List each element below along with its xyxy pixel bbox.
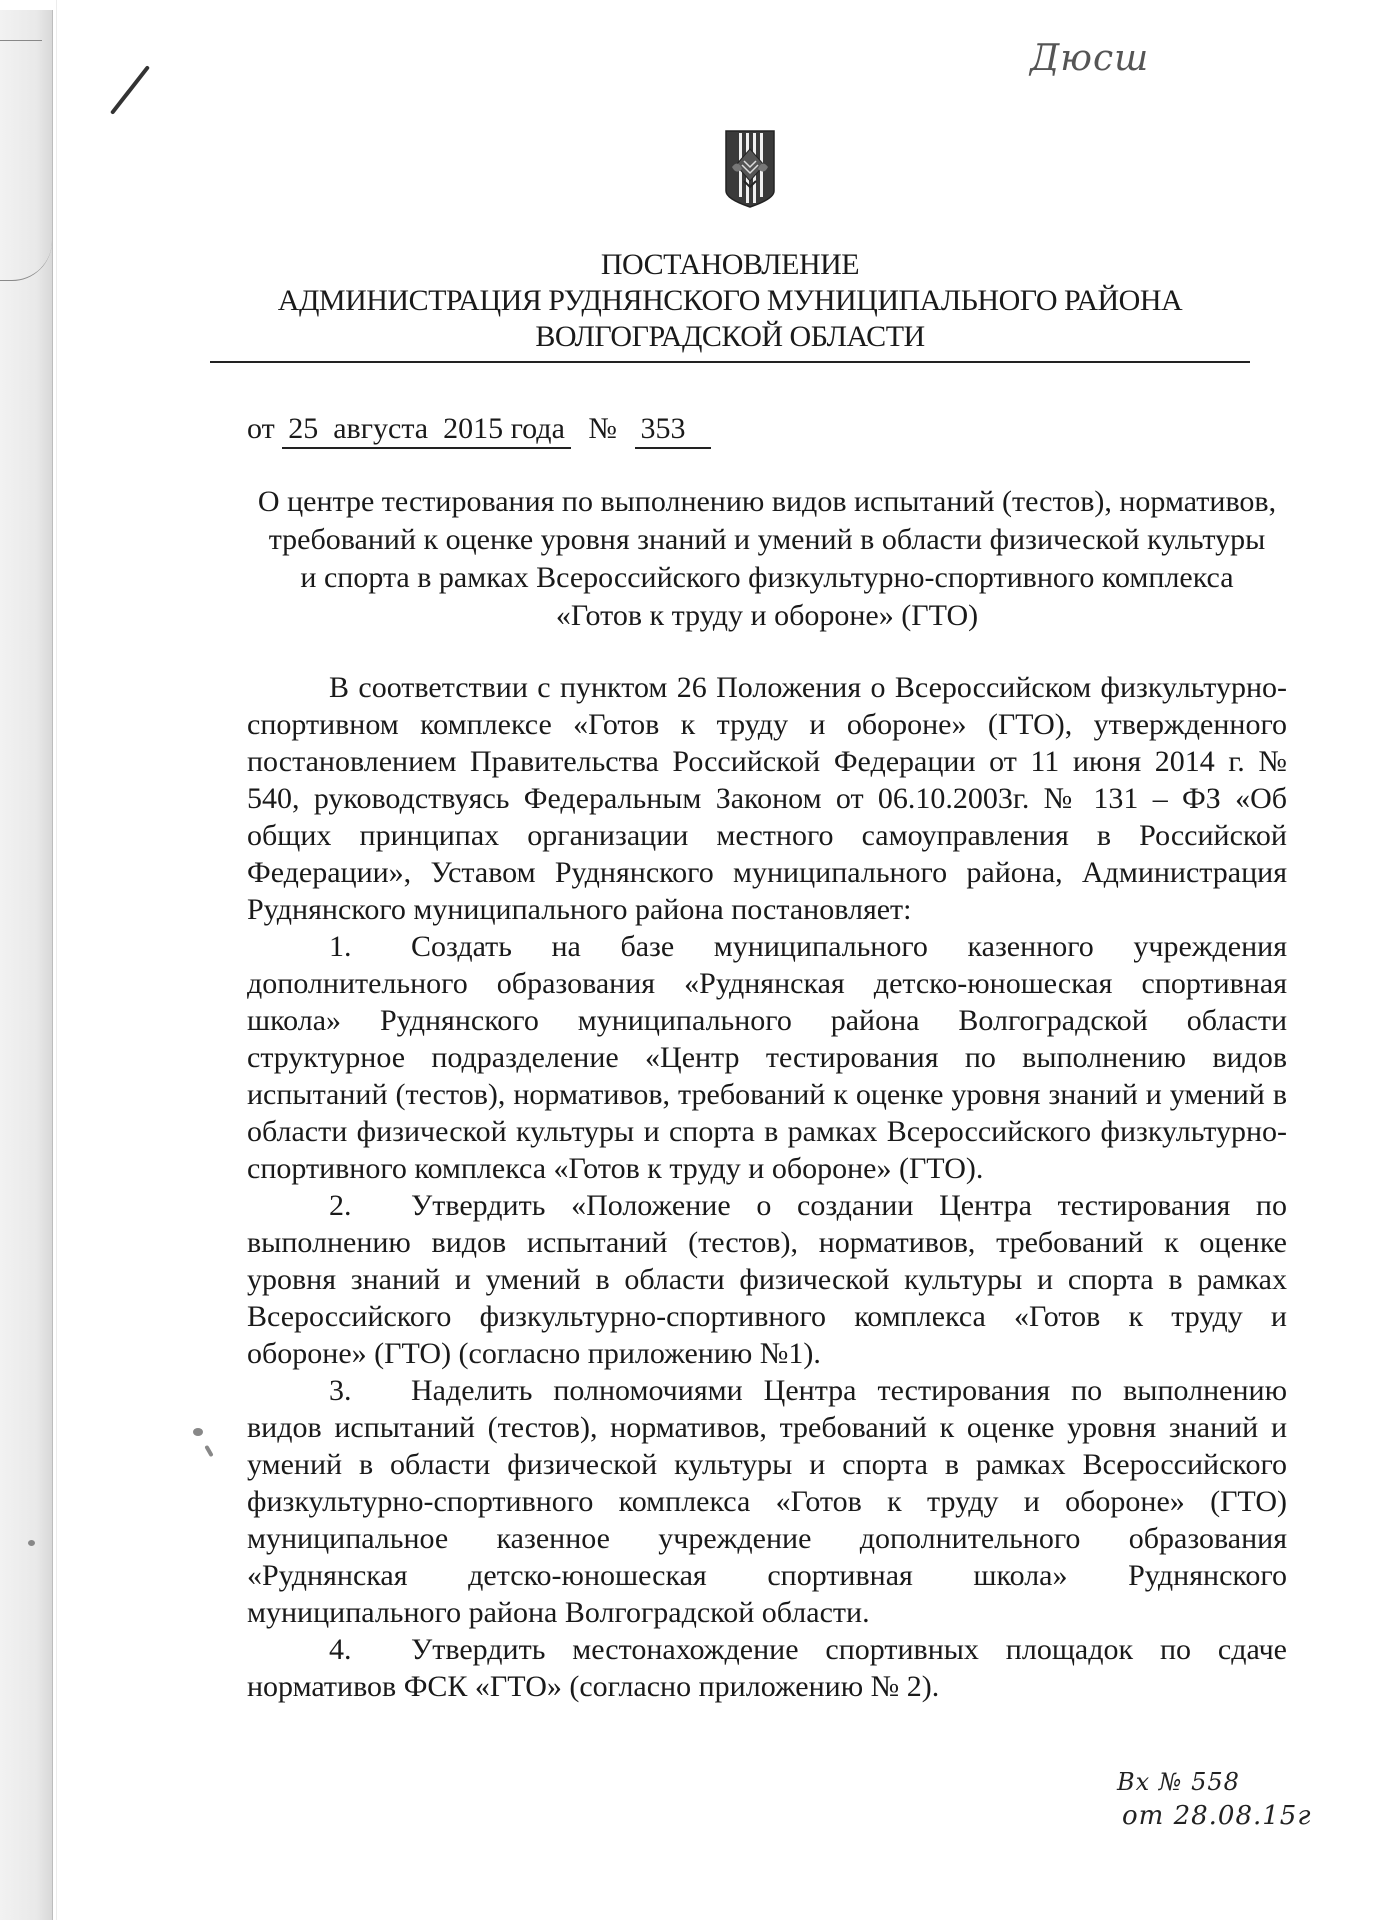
gutter-line bbox=[56, 0, 57, 1920]
coat-of-arms-emblem bbox=[724, 129, 776, 209]
scan-speck bbox=[204, 1445, 213, 1457]
item-text: Создать на базе муниципального казенного учреждения дополнительного образования «Руднянская детско-юношеская спортивная школа» Руднянского муниципального района Волгоградской области структурное подразделение «Центр тестирования по выполнению видов испытаний (тестов), нормативов, требований к оценке уровня знаний и умений в области физической культуры и спорта в рамках Всероссийского физкультурно-спортивного комплекса «Готов к труду и обороне» (ГТО). bbox=[247, 930, 1287, 1185]
list-item bbox=[247, 1187, 1287, 1372]
number-label: № bbox=[588, 412, 618, 445]
document-number: 353 bbox=[635, 411, 711, 449]
handwritten-incoming-date: от 28.08.15г bbox=[1122, 1801, 1312, 1831]
issuing-authority: АДМИНИСТРАЦИЯ РУДНЯНСКОГО МУНИЦИПАЛЬНОГО РАЙОНА bbox=[277, 284, 1183, 317]
document-body bbox=[247, 669, 1287, 1705]
document-header bbox=[200, 247, 1260, 363]
preamble-paragraph: В соответствии с пунктом 26 Положения о Всероссийском физкультурно-спортивном комплексе «Готов к труду и обороне» (ГТО), утвержденного постановлением Правительства Российской Федерации от 11 июня 2014 г. № 540, руководствуясь Федеральным Законом от 06.10.2003г. № 131 – ФЗ «Об общих принципах организации местного самоуправления в Российской Федерации», Уставом Руднянского муниципального района, Администрация Руднянского муниципального района постановляет: bbox=[247, 671, 1287, 926]
scanner-edge bbox=[0, 10, 53, 1920]
document-title: О центре тестирования по выполнению видов испытаний (тестов), нормативов, требований к оценке уровня знаний и умений в области физической культуры и спорта в рамках Всероссийского физкультурно-спортивного комплекса «Готов к труду и обороне» (ГТО) bbox=[257, 485, 1277, 632]
document-type: ПОСТАНОВЛЕНИЕ bbox=[600, 248, 860, 281]
header-rule bbox=[210, 361, 1250, 363]
item-number: 4. bbox=[329, 1633, 352, 1666]
page-curl-line bbox=[0, 40, 42, 41]
document-date: 25 августа 2015 года bbox=[282, 411, 571, 449]
handwritten-incoming-number: Вх № 558 bbox=[1117, 1768, 1240, 1796]
item-text: Утвердить местонахождение спортивных площадок по сдаче нормативов ФСК «ГТО» (согласно приложению № 2). bbox=[247, 1633, 1287, 1703]
item-text: Наделить полномочиями Центра тестирования по выполнению видов испытаний (тестов), нормативов, требований к оценке уровня знаний и умений в области физической культуры и спорта в рамках Всероссийского физкультурно-спортивного комплекса «Готов к труду и обороне» (ГТО) муниципальное казенное учреждение дополнительного образования «Руднянская детско-юношеская спортивная школа» Руднянского муниципального района Волгоградской области. bbox=[247, 1374, 1287, 1629]
handwritten-registration bbox=[1117, 1765, 1312, 1853]
item-number: 3. bbox=[329, 1374, 352, 1407]
date-number-line bbox=[247, 411, 1287, 449]
scan-speck bbox=[193, 1428, 203, 1436]
item-text: Утвердить «Положение о создании Центра тестирования по выполнению видов испытаний (тестов), нормативов, требований к оценке уровня знаний и умений в области физической культуры и спорта в рамках Всероссийского физкультурно-спортивного комплекса «Готов к труду и обороне» (ГТО) (согласно приложению №1). bbox=[247, 1189, 1287, 1370]
scan-speck bbox=[28, 1540, 35, 1546]
item-number: 1. bbox=[329, 930, 352, 963]
pen-mark bbox=[110, 65, 150, 115]
handwritten-note-top: Дюсш bbox=[1030, 38, 1150, 79]
issuing-authority-region: ВОЛГОГРАДСКОЙ ОБЛАСТИ bbox=[535, 320, 925, 353]
page-curl-arc bbox=[0, 240, 52, 281]
list-item bbox=[247, 928, 1287, 1187]
from-label: от bbox=[247, 412, 275, 445]
list-item bbox=[247, 1631, 1287, 1705]
list-item bbox=[247, 1372, 1287, 1631]
document bbox=[247, 0, 1312, 1853]
item-number: 2. bbox=[329, 1189, 352, 1222]
